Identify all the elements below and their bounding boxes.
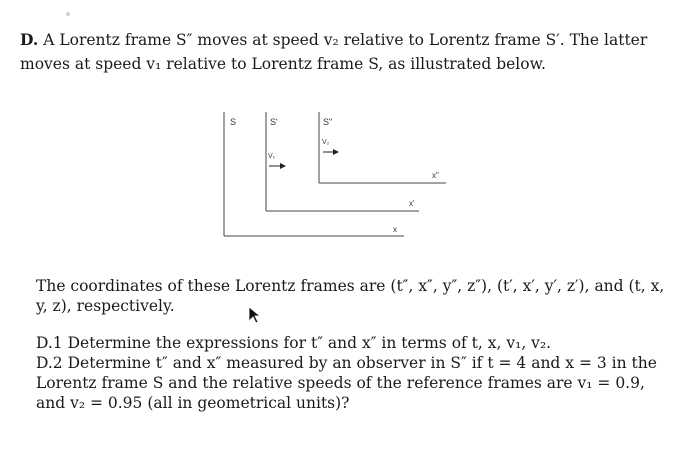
velocity-2-label: V₂ [322,139,330,146]
frame-s-prime [266,112,419,211]
speck [66,12,70,16]
velocity-1-label: V₁ [268,153,276,160]
question-d1 [36,333,676,353]
frames-diagram [220,108,450,238]
coordinates-statement: The coordinates of these Lorentz frames are (t″, x″, y″, z″), (t′, x′, y′, z′), and (t, x, y, z), respectively. [36,277,665,315]
velocity-1-arrow-head [280,163,286,169]
frame-s-axis-label: x [393,225,397,234]
mouse-cursor-icon [248,306,262,324]
frame-s-double-prime [319,112,446,183]
problem-statement [20,28,680,76]
frame-s-prime-label: S' [270,117,278,127]
frame-s-label: S [230,117,237,127]
problem-text: A Lorentz frame S″ moves at speed v₂ relative to Lorentz frame S′. The latter moves at speed v₁ relative to Lorentz frame S, as illustrated below. [20,31,648,73]
question-d2 [36,353,676,413]
problem-label: D. [20,30,39,49]
question-d2-id: D.2 [36,354,63,372]
frame-s-double-prime-axis-label: x" [432,171,439,180]
velocity-2-arrow-head [333,149,339,155]
question-d1-text: Determine the expressions for t″ and x″ in terms of t, x, v₁, v₂. [67,334,552,352]
frame-s-prime-axis-label: x' [409,199,415,208]
sub-questions [36,333,676,413]
question-d2-text: Determine t″ and x″ measured by an observer in S″ if t = 4 and x = 3 in the Lorentz frame S and the relative speeds of the reference frames are v₁ = 0.9, and v₂ = 0.95 (all in geometrical units)? [36,354,657,412]
frame-s-double-prime-label: S" [323,117,333,127]
question-d1-id: D.1 [36,334,63,352]
frame-s [224,112,404,236]
